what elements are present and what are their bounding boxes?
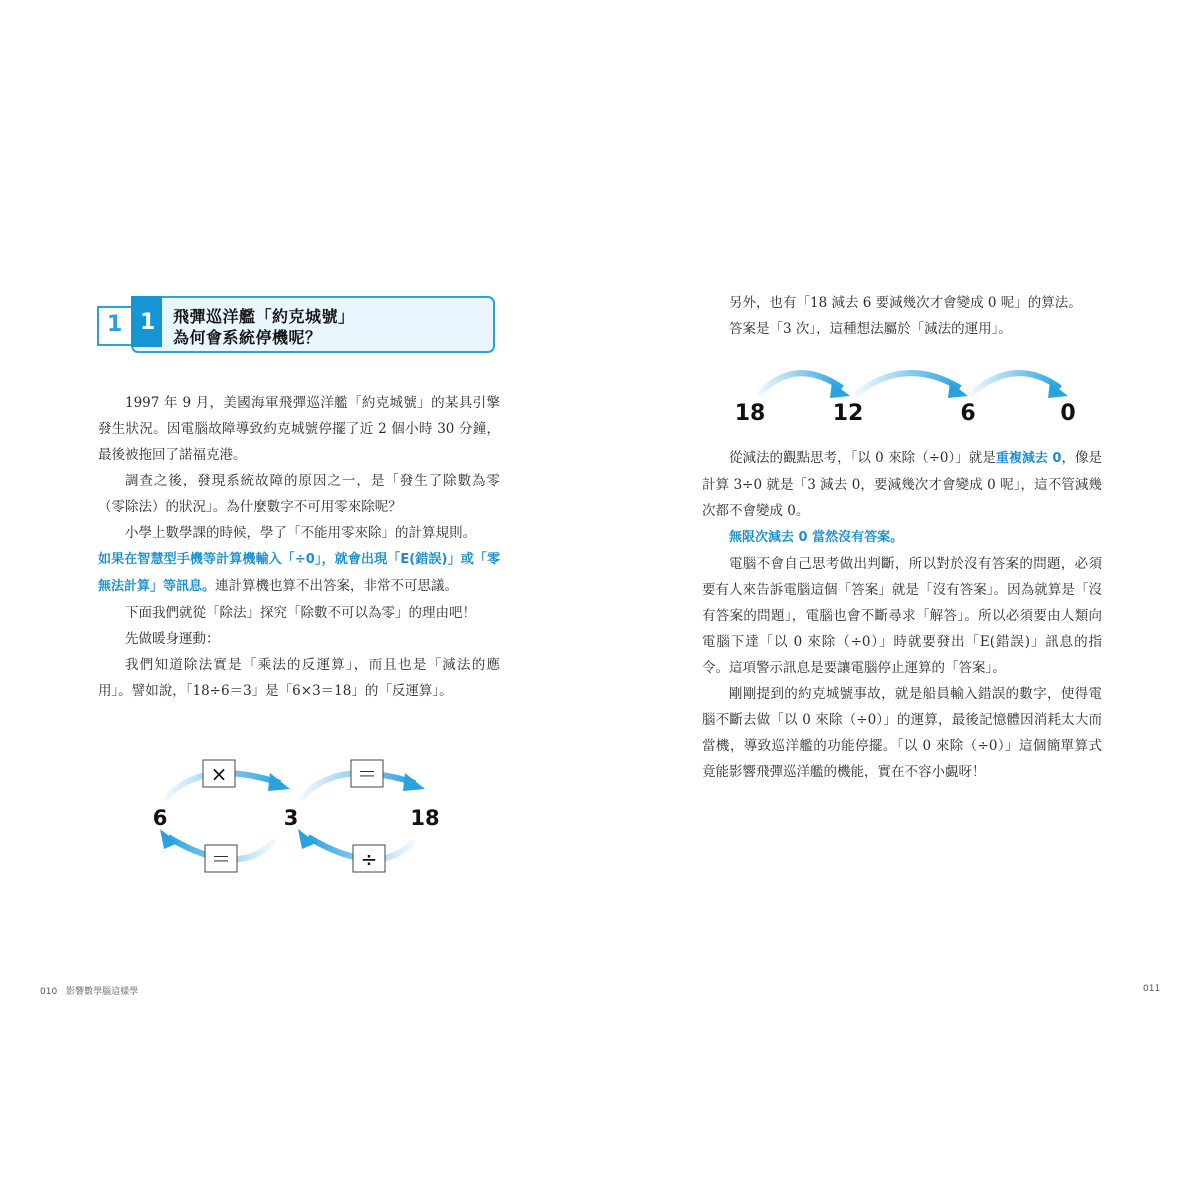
- paragraph: 另外，也有「18 減去 6 要減幾次才會變成 0 呢」的算法。: [729, 295, 1082, 311]
- op-equals-bottom: ＝: [211, 847, 231, 871]
- paragraph: 小學上數學課的時候，學了「不能用零來除」的計算規則。: [125, 525, 476, 541]
- paragraph-highlight: [702, 524, 1102, 551]
- section-number: 1: [140, 310, 156, 335]
- section-title: [173, 306, 355, 348]
- section-title-box: [131, 296, 495, 353]
- paragraph: 先做暖身運動：: [125, 631, 220, 647]
- inverse-operation-diagram: [130, 745, 470, 885]
- arrowhead: [403, 773, 425, 791]
- diagram-number-18: 18: [410, 806, 440, 830]
- left-body-text: [98, 390, 500, 704]
- section-header: [97, 294, 500, 357]
- paragraph: 下面我們就從「除法」探究「除數不可以為零」的理由吧！: [125, 605, 476, 621]
- op-equals-top: ＝: [357, 762, 377, 786]
- right-body-text-bottom: [702, 445, 1102, 785]
- sequence-number-12: 12: [832, 401, 864, 426]
- paragraph: 剛剛提到的約克城號事故，就是船員輸入錯誤的數字，使得電腦不斷去做「以 0 來除（÷0）」的運算，最後記憶體因消耗太大而當機，導致巡洋艦的功能停擺。「以 0 來除（÷0）」這個簡單算式竟能影響飛彈巡洋艦的機能，實在不容小覷呀！: [702, 686, 1102, 780]
- right-body-text-top: [702, 290, 1102, 342]
- chapter-number: 1: [107, 312, 123, 337]
- sequence-number-18: 18: [734, 401, 766, 426]
- paragraph: 答案是「3 次」，這種想法屬於「減法的運用」。: [729, 321, 1012, 337]
- page-footer-right: [1143, 984, 1160, 994]
- paragraph: 調查之後，發現系統故障的原因之一，是「發生了除數為零（零除法）的狀況」。為什麼數字不可用零來除呢？: [98, 473, 500, 515]
- page-number: 011: [1143, 984, 1161, 994]
- sequence-number-0: 0: [1060, 401, 1076, 426]
- arc-18-to-12: [758, 373, 842, 395]
- op-multiply: ×: [210, 762, 228, 786]
- page-number: 010: [40, 987, 58, 997]
- highlight-text: 如果在智慧型手機等計算機輸入「÷0」，就會出現「E(錯誤)」或「零無法計算」等訊息。: [98, 552, 500, 594]
- highlight-text: 重複減去 0: [995, 451, 1062, 466]
- section-title-line1: 飛彈巡洋艦「約克城號」: [173, 307, 355, 326]
- paragraph-tail: ，像是計算 3÷0 就是「3 減去 0，要減幾次才會變成 0 呢」，這不管減幾次都不會變成 0。: [702, 450, 1103, 519]
- op-divide: ÷: [360, 847, 378, 871]
- page-footer: [40, 984, 138, 997]
- section-title-line2: 為何會系統停機呢？: [173, 328, 322, 347]
- arrowhead: [268, 773, 290, 791]
- sequence-number-6: 6: [960, 401, 976, 426]
- arc-6-to-0: [970, 373, 1060, 395]
- arc-12-to-6: [855, 373, 960, 395]
- paragraph-highlight: [98, 546, 500, 600]
- paragraph: 我們知道除法實是「乘法的反運算」，而且也是「減法的應用」。譬如說，「18÷6＝3」是「6×3＝18」的「反運算」。: [98, 657, 500, 699]
- book-title: 影響數學腦這樣學: [66, 987, 139, 997]
- diagram-number-3: 3: [283, 806, 299, 830]
- paragraph: [702, 445, 1102, 524]
- paragraph: 1997 年 9 月，美國海軍飛彈巡洋艦「約克城號」的某具引擎發生狀況。因電腦故障導致約克城號停擺了近 2 個小時 30 分鐘，最後被拖回了諾福克港。: [98, 395, 500, 463]
- subtraction-sequence-diagram: [720, 360, 1100, 435]
- paragraph: 電腦不會自己思考做出判斷，所以對於沒有答案的問題，必須要有人來告訴電腦這個「答案」就是「沒有答案」。因為就算是「沒有答案的問題」，電腦也會不斷尋求「解答」。所以必須要由人類向電腦下達「以 0 來除（÷0）」時就要發出「E(錯誤)」訊息的指令。這項警示訊息是要讓電腦停止運算的「答案」。: [702, 556, 1102, 676]
- paragraph-tail: 連計算機也算不出答案，非常不可思議。: [215, 578, 459, 594]
- diagram-number-6: 6: [152, 806, 168, 830]
- highlight-text: 無限次減去 0 當然沒有答案。: [729, 530, 904, 545]
- paragraph-head: 從減法的觀點思考，「以 0 來除（÷0）」就是: [729, 450, 996, 466]
